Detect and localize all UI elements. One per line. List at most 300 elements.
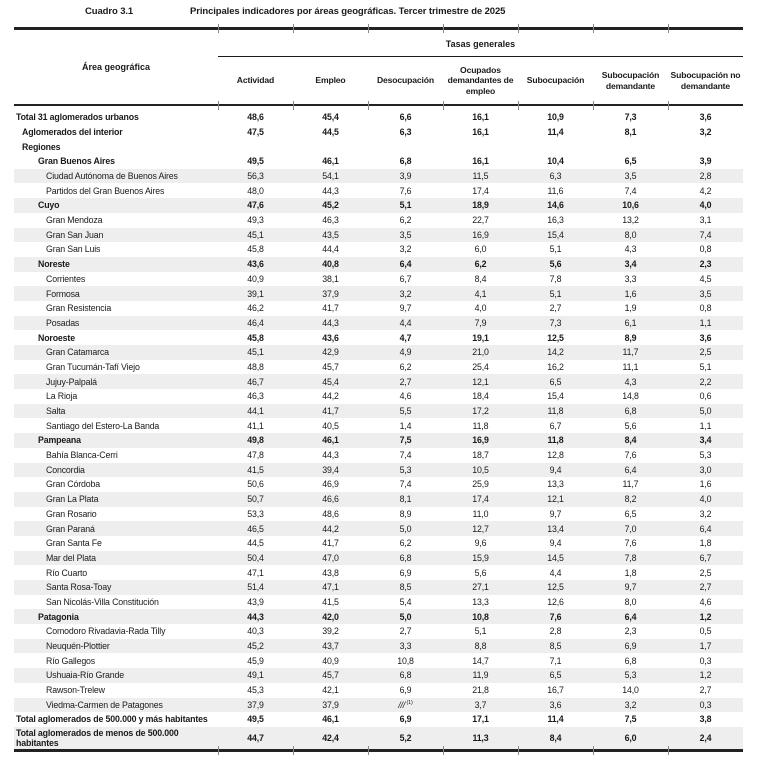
value-cell: 14,8 [622,391,639,402]
value-cell: 1,9 [624,303,637,314]
value-cell: 37,9 [322,288,339,299]
table-row [14,448,743,463]
value-cell: 44,3 [247,611,264,622]
row-label: Gran Rosario [46,508,97,519]
table-row [14,463,743,478]
value-cell: 46,4 [247,317,264,328]
table-row [14,139,743,154]
value-cell: 4,4 [549,567,562,578]
row-label: Gran Catamarca [46,347,109,358]
value-cell: 7,4 [624,185,637,196]
value-cell: 3,8 [699,714,712,725]
value-cell: 6,9 [399,714,412,725]
value-cell: 10,6 [622,200,639,211]
value-cell: 7,6 [624,538,637,549]
value-cell: 40,9 [247,273,264,284]
table-row [14,374,743,389]
value-cell: 2,3 [624,626,637,637]
value-cell: 18,7 [472,450,489,461]
value-cell: 7,8 [549,273,562,284]
value-cell: 48,8 [247,361,264,372]
value-cell: 42,0 [322,611,339,622]
value-cell: 12,6 [547,596,564,607]
value-cell: 8,9 [624,332,637,343]
value-cell: 49,5 [247,714,264,725]
table-row [14,330,743,345]
value-cell: 11,6 [547,185,564,196]
value-cell: 43,9 [247,596,264,607]
value-cell: 46,1 [322,714,339,725]
value-cell: 7,4 [699,229,712,240]
column-header: Actividad [236,75,275,86]
row-label: Gran Paraná [46,523,95,534]
area-geografica-header: Área geográfica [81,62,150,72]
value-cell: 16,2 [547,361,564,372]
value-cell: 41,5 [247,464,264,475]
table-row [14,228,743,243]
value-cell: 2,2 [699,376,712,387]
table-row [14,242,743,257]
value-cell: 3,4 [624,259,637,270]
value-cell: 13,3 [472,596,489,607]
value-cell: 16,9 [472,435,489,446]
value-cell: 46,1 [322,156,339,167]
value-cell: 7,4 [399,479,412,490]
value-cell: 1,6 [624,288,637,299]
table-row [14,639,743,654]
table-row [14,345,743,360]
value-cell: 44,5 [247,538,264,549]
value-cell: 43,6 [247,259,264,270]
value-cell: 8,1 [624,126,637,137]
table-row [14,521,743,536]
value-cell: 15,4 [547,391,564,402]
table-row [14,712,743,727]
row-label: Comodoro Rivadavia-Rada Tilly [46,626,166,637]
value-cell: 4,3 [624,376,637,387]
value-cell: 5,6 [474,567,487,578]
value-cell: 4,2 [699,185,712,196]
footnote-marker: (1) [405,699,413,706]
value-cell: 4,9 [399,347,412,358]
value-cell: 41,7 [322,538,339,549]
value-cell: 8,4 [624,435,637,446]
value-cell: 8,5 [399,582,412,593]
table-row [14,360,743,375]
value-cell: 5,1 [549,288,562,299]
value-cell: 6,4 [624,464,637,475]
value-cell: 6,6 [399,112,412,123]
value-cell: 14,5 [547,552,564,563]
value-cell: 49,8 [247,435,264,446]
value-cell: 1,2 [699,611,712,622]
value-cell: 0,8 [699,244,712,255]
value-cell: 17,1 [472,714,489,725]
value-cell: 2,7 [699,582,712,593]
value-cell: 12,8 [547,450,564,461]
row-label: Gran La Plata [46,494,99,505]
row-label: Formosa [46,288,80,299]
table-number: Cuadro 3.1 [85,6,134,17]
row-label: Cuyo [38,200,60,211]
row-label: Concordia [46,464,85,475]
value-cell: 6,3 [549,171,562,182]
value-cell: 46,7 [247,376,264,387]
value-cell: 48,0 [247,185,264,196]
value-cell: 6,8 [399,670,412,681]
value-cell: 5,1 [399,200,412,211]
row-label: Gran Tucumán-Tafí Viejo [46,361,140,372]
value-cell: 3,5 [699,288,712,299]
row-label: Ushuaia-Río Grande [46,670,124,681]
value-cell: 16,3 [547,215,564,226]
value-cell: 11,0 [472,508,489,519]
value-cell: 44,4 [322,244,339,255]
value-cell: 45,4 [322,376,339,387]
value-cell: 6,4 [624,611,637,622]
value-cell: 27,1 [472,582,489,593]
table-row [14,536,743,551]
column-header: Ocupados demandantes de empleo [447,65,514,96]
value-cell: 49,1 [247,670,264,681]
value-cell: 25,4 [472,361,489,372]
value-cell: 45,2 [322,200,339,211]
value-cell: 7,6 [399,185,412,196]
value-cell: 12,5 [547,582,564,593]
value-cell: 46,3 [322,215,339,226]
value-cell: 6,5 [549,670,562,681]
value-cell: 6,2 [399,361,412,372]
value-cell: 38,1 [322,273,339,284]
row-label: Noreste [38,259,70,270]
value-cell: 2,5 [699,567,712,578]
table-row [14,198,743,213]
value-cell: 10,5 [472,464,489,475]
value-cell: 9,6 [474,538,487,549]
value-cell: 4,0 [474,303,487,314]
value-cell: 41,7 [322,303,339,314]
value-cell: 11,8 [472,420,489,431]
value-cell: 4,6 [699,596,712,607]
value-cell: 46,1 [322,435,339,446]
value-cell: 7,6 [549,611,562,622]
value-cell: 6,2 [474,259,487,270]
value-cell [368,700,443,710]
row-label: Pampeana [38,435,81,446]
value-cell: 14,0 [622,685,639,696]
value-cell: 10,4 [547,156,564,167]
value-cell: 5,5 [399,406,412,417]
value-cell: 7,4 [399,450,412,461]
value-cell: 2,7 [549,303,562,314]
table-row [14,492,743,507]
value-cell: 1,2 [699,670,712,681]
value-cell: 2,3 [699,259,712,270]
value-cell: 3,7 [474,699,487,710]
value-cell: 3,1 [699,215,712,226]
table-row [14,272,743,287]
value-cell: 11,3 [472,732,489,743]
value-cell: 16,1 [472,126,489,137]
value-cell: 4,4 [399,317,412,328]
value-cell: 11,8 [547,435,564,446]
column-header: Subocupación no demandante [670,70,741,91]
row-label: Regiones [22,141,61,152]
value-cell: 8,4 [549,732,562,743]
value-cell: 45,4 [322,112,339,123]
value-cell: 6,4 [699,523,712,534]
table-body [14,106,743,749]
column-header: Subocupación [526,75,585,86]
value-cell: 11,9 [472,670,489,681]
value-cell: 45,2 [247,641,264,652]
value-cell: 44,5 [322,126,339,137]
value-cell: 2,8 [699,171,712,182]
value-cell: 3,5 [624,171,637,182]
table-row [14,580,743,595]
table-row [14,257,743,272]
value-cell: 5,2 [399,732,412,743]
table-row [14,418,743,433]
value-cell: 15,9 [472,552,489,563]
value-cell: 0,8 [699,303,712,314]
value-cell: 49,3 [247,215,264,226]
value-cell: 44,7 [247,732,264,743]
value-cell: 8,0 [624,596,637,607]
value-cell: 3,2 [699,508,712,519]
row-label: Aglomerados del interior [22,126,123,137]
value-cell: 2,7 [399,626,412,637]
value-cell: 45,8 [247,244,264,255]
value-cell: 2,7 [399,376,412,387]
table-title: Principales indicadores por áreas geográficas. Tercer trimestre de 2025 [190,6,506,17]
value-cell: 3,4 [699,435,712,446]
value-cell: 13,3 [547,479,564,490]
value-cell: 19,1 [472,332,489,343]
row-label: Gran Buenos Aires [38,156,115,167]
value-cell: 6,5 [624,156,637,167]
value-cell: 50,7 [247,494,264,505]
row-label: Total 31 aglomerados urbanos [16,112,139,123]
value-cell: 25,9 [472,479,489,490]
value-cell: 45,1 [247,347,264,358]
row-label: Gran San Juan [46,229,104,240]
row-label: Santa Rosa-Toay [46,582,112,593]
row-label: Total aglomerados de menos de 500.000 habitantes [16,727,179,748]
value-cell: 12,1 [547,494,564,505]
value-cell: 46,3 [247,391,264,402]
value-cell: 42,1 [322,685,339,696]
value-cell: 1,7 [699,641,712,652]
value-cell: 7,3 [549,317,562,328]
value-cell: 8,4 [474,273,487,284]
value-cell: 48,6 [322,508,339,519]
value-cell: 11,1 [622,361,639,372]
value-cell: 7,3 [624,112,637,123]
value-cell: 46,2 [247,303,264,314]
value-cell: 4,0 [699,494,712,505]
value-cell: 5,3 [624,670,637,681]
row-label: Río Cuarto [46,567,88,578]
value-cell: 3,2 [399,244,412,255]
value-cell: 17,4 [472,185,489,196]
value-cell: 3,6 [699,112,712,123]
value-cell: 5,0 [699,406,712,417]
value-cell: 9,7 [549,508,562,519]
value-cell: 3,6 [549,699,562,710]
value-cell: 2,8 [549,626,562,637]
value-cell: 3,0 [699,464,712,475]
value-cell: 45,7 [322,670,339,681]
row-label: Gran Mendoza [46,215,103,226]
row-label: Posadas [46,317,80,328]
table-row [14,213,743,228]
table-row [14,183,743,198]
column-header: Desocupación [376,75,434,86]
value-cell: 43,5 [322,229,339,240]
value-cell: 6,9 [399,685,412,696]
value-cell: 46,9 [322,479,339,490]
value-cell: 8,1 [399,494,412,505]
table-row [14,565,743,580]
value-cell: 16,7 [547,685,564,696]
value-cell: 2,5 [699,347,712,358]
value-cell: 17,4 [472,494,489,505]
row-label: Total aglomerados de 500.000 y más habitantes [16,714,208,725]
value-cell: 43,8 [322,567,339,578]
value-cell: 40,3 [247,626,264,637]
value-cell: 39,4 [322,464,339,475]
value-cell: 11,7 [622,347,639,358]
value-cell: 12,1 [472,376,489,387]
value-cell: 47,6 [247,200,264,211]
value-cell: 10,8 [397,655,414,666]
value-cell: 6,9 [399,567,412,578]
value-cell: 18,9 [472,200,489,211]
value-cell: 47,5 [247,126,264,137]
value-cell: 7,5 [624,714,637,725]
table-caption [0,0,757,17]
value-cell: 40,8 [322,259,339,270]
row-label: Noroeste [38,332,75,343]
value-cell: 0,3 [699,699,712,710]
table-row [14,433,743,448]
value-cell: 46,6 [322,494,339,505]
value-cell: 4,5 [699,273,712,284]
table-header [14,30,743,106]
value-cell: 53,3 [247,508,264,519]
value-cell: 6,0 [474,244,487,255]
value-cell: 44,2 [322,391,339,402]
value-cell: 11,4 [547,126,564,137]
no-data-marker: /// [398,699,406,710]
value-cell: 10,9 [547,112,564,123]
value-cell: 1,1 [699,420,712,431]
table-row [14,698,743,713]
value-cell: 6,8 [624,655,637,666]
value-cell: 13,4 [547,523,564,534]
value-cell: 7,1 [549,655,562,666]
value-cell: 5,1 [699,361,712,372]
tasas-generales-header: Tasas generales [218,30,743,57]
value-cell: 7,6 [624,450,637,461]
table-row [14,301,743,316]
value-cell: 41,5 [322,596,339,607]
row-label: Corrientes [46,273,86,284]
table-row [14,316,743,331]
value-cell: 14,7 [472,655,489,666]
value-cell: 47,8 [247,450,264,461]
value-cell: 8,0 [624,229,637,240]
row-label: La Rioja [46,391,78,402]
value-cell: 15,4 [547,229,564,240]
value-cell: 6,4 [399,259,412,270]
row-label: Patagonia [38,611,79,622]
value-cell: 10,8 [472,611,489,622]
value-cell: 9,7 [399,303,412,314]
value-cell: 11,8 [547,406,564,417]
table-row [14,389,743,404]
table-row [14,125,743,140]
value-cell: 48,6 [247,112,264,123]
table-row [14,507,743,522]
value-cell: 44,2 [322,523,339,534]
value-cell: 11,4 [547,714,564,725]
value-cell: 40,5 [322,420,339,431]
column-header: Empleo [315,75,346,86]
value-cell: 12,5 [547,332,564,343]
value-cell: 2,7 [699,685,712,696]
value-cell: 3,5 [399,229,412,240]
value-cell: 3,2 [399,288,412,299]
value-cell: 3,6 [699,332,712,343]
value-cell: 6,7 [699,552,712,563]
table-row [14,110,743,125]
table-row [14,169,743,184]
table-row [14,668,743,683]
value-cell: 51,4 [247,582,264,593]
value-cell: 42,4 [322,732,339,743]
row-label: Ciudad Autónoma de Buenos Aires [46,171,178,182]
value-cell: 6,5 [549,376,562,387]
table-row [14,653,743,668]
value-cell: 0,3 [699,655,712,666]
value-cell: 14,6 [547,200,564,211]
table-row [14,683,743,698]
value-cell: 3,2 [699,126,712,137]
value-cell: 7,8 [624,552,637,563]
value-cell: 1,4 [399,420,412,431]
row-label: Bahía Blanca-Cerri [46,450,118,461]
value-cell: 3,9 [399,171,412,182]
value-cell: 6,8 [399,156,412,167]
table-row [14,727,743,749]
value-cell: 11,7 [622,479,639,490]
value-cell: 45,3 [247,685,264,696]
value-cell: 4,0 [699,200,712,211]
value-cell: 7,9 [474,317,487,328]
value-cell: 21,8 [472,685,489,696]
value-cell: 0,6 [699,391,712,402]
value-cell: 45,7 [322,361,339,372]
value-cell: 6,1 [624,317,637,328]
value-cell: 16,1 [472,156,489,167]
value-cell: 7,5 [399,435,412,446]
value-cell: 8,5 [549,641,562,652]
value-cell: 47,1 [247,567,264,578]
table-row [14,624,743,639]
value-cell: 18,4 [472,391,489,402]
